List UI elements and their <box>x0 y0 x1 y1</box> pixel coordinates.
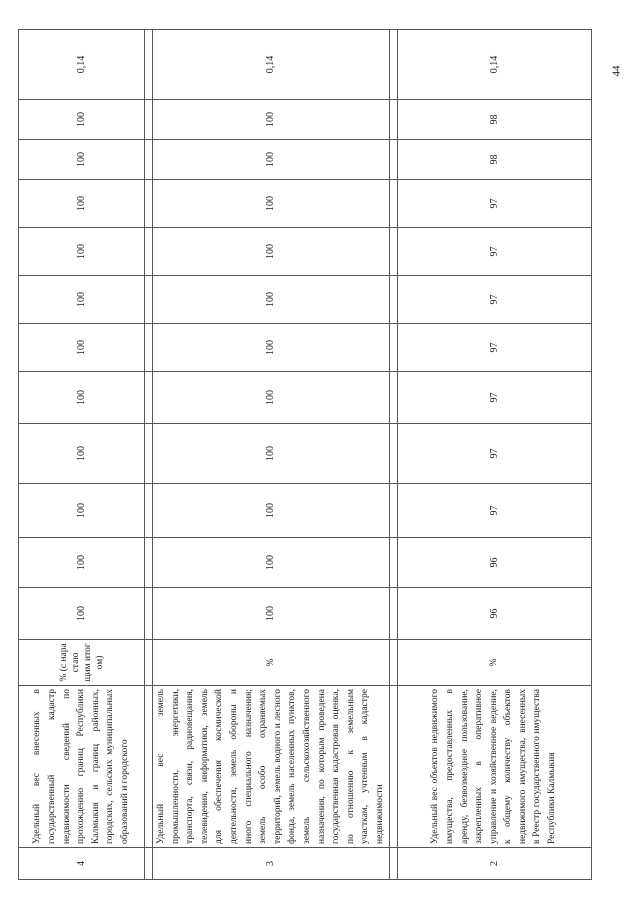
spacer-cell <box>145 424 153 484</box>
value-cell: 100 <box>153 324 390 372</box>
spacer-cell <box>145 100 153 140</box>
value-cell: 97 <box>397 180 591 228</box>
spacer-cell <box>389 180 397 228</box>
value-cell: 100 <box>19 538 145 588</box>
value-cell: 100 <box>19 228 145 276</box>
spacer-cell <box>145 228 153 276</box>
page-number-text: 44 <box>610 65 622 77</box>
spacer-cell <box>389 424 397 484</box>
unit-cell: % <box>153 640 390 686</box>
row-number: 3 <box>153 848 390 880</box>
indicators-table <box>18 29 592 880</box>
spacer-cell <box>389 276 397 324</box>
value-cell: 97 <box>397 372 591 424</box>
spacer-cell <box>145 686 153 848</box>
value-cell: 98 <box>397 140 591 180</box>
rotated-table-container <box>18 30 588 880</box>
unit-cell: % (с нара стаю щим итог ом) <box>19 640 145 686</box>
value-cell: 100 <box>153 228 390 276</box>
value-cell: 100 <box>153 372 390 424</box>
indicator-text: Удельный вес земель промышленности, энергетики, транспорта, связи, радиовещания, телевидения, информатики, земель для обеспечения космической деятельности, земель обороны и иного специального назначения; земель особо охраняемых территорий, земель водного и лесного фонда, земель населенных пунктов, земель сельскохозяйственного назначения, по которым проведена государственная кадастровая оценка, по отношению к земельным участкам, учтенным в кадастре недвижимости <box>153 686 390 848</box>
value-cell: 0,14 <box>19 30 145 100</box>
spacer-cell <box>145 324 153 372</box>
spacer-cell <box>145 180 153 228</box>
spacer-cell <box>389 324 397 372</box>
value-cell: 100 <box>19 140 145 180</box>
value-cell: 100 <box>19 180 145 228</box>
spacer-cell <box>145 484 153 538</box>
value-cell: 97 <box>397 276 591 324</box>
spacer-cell <box>389 588 397 640</box>
value-cell: 100 <box>153 538 390 588</box>
spacer-cell <box>145 538 153 588</box>
spacer-cell <box>145 640 153 686</box>
value-cell: 100 <box>153 276 390 324</box>
spacer-cell <box>145 30 153 100</box>
value-cell: 100 <box>19 276 145 324</box>
indicator-text: Удельный вес внесенных в государственный кадастр недвижимости сведений по прохождению границ Республики Калмыкия и границ районных, городских, сельских муниципальных образований и городского <box>19 686 145 848</box>
value-cell: 100 <box>19 588 145 640</box>
value-cell: 97 <box>397 484 591 538</box>
value-cell: 100 <box>19 424 145 484</box>
indicator-text: Удельный вес объектов недвижимого имущества, предоставленных в аренду, безвозмездное пользование, закрепленных в оперативное управление и хозяйственное ведение, к общему количеству объектов недвижимого имущества, внесенных в Реестр государственного имущества Республики Калмыкия <box>397 686 591 848</box>
value-cell: 100 <box>153 484 390 538</box>
table-row <box>145 30 153 880</box>
value-cell: 96 <box>397 588 591 640</box>
spacer-cell <box>145 848 153 880</box>
value-cell: 97 <box>397 424 591 484</box>
value-cell: 97 <box>397 228 591 276</box>
value-cell: 100 <box>153 588 390 640</box>
value-cell: 100 <box>153 100 390 140</box>
table-row <box>153 30 390 880</box>
table-row <box>389 30 397 880</box>
spacer-cell <box>389 484 397 538</box>
spacer-cell <box>389 372 397 424</box>
value-cell: 100 <box>153 140 390 180</box>
spacer-cell <box>145 588 153 640</box>
table-row <box>397 30 591 880</box>
value-cell: 100 <box>19 484 145 538</box>
value-cell: 100 <box>19 324 145 372</box>
value-cell: 97 <box>397 324 591 372</box>
page-number <box>606 56 626 86</box>
spacer-cell <box>389 848 397 880</box>
spacer-cell <box>145 276 153 324</box>
row-number: 4 <box>19 848 145 880</box>
spacer-cell <box>145 372 153 424</box>
spacer-cell <box>389 30 397 100</box>
value-cell: 100 <box>153 180 390 228</box>
value-cell: 100 <box>153 424 390 484</box>
spacer-cell <box>389 100 397 140</box>
value-cell: 100 <box>19 372 145 424</box>
value-cell: 98 <box>397 100 591 140</box>
row-number: 2 <box>397 848 591 880</box>
spacer-cell <box>389 686 397 848</box>
value-cell: 0,14 <box>153 30 390 100</box>
value-cell: 0,14 <box>397 30 591 100</box>
value-cell: 100 <box>19 100 145 140</box>
unit-cell: % <box>397 640 591 686</box>
spacer-cell <box>389 538 397 588</box>
spacer-cell <box>389 640 397 686</box>
spacer-cell <box>145 140 153 180</box>
spacer-cell <box>389 140 397 180</box>
table-row <box>19 30 145 880</box>
value-cell: 96 <box>397 538 591 588</box>
spacer-cell <box>389 228 397 276</box>
